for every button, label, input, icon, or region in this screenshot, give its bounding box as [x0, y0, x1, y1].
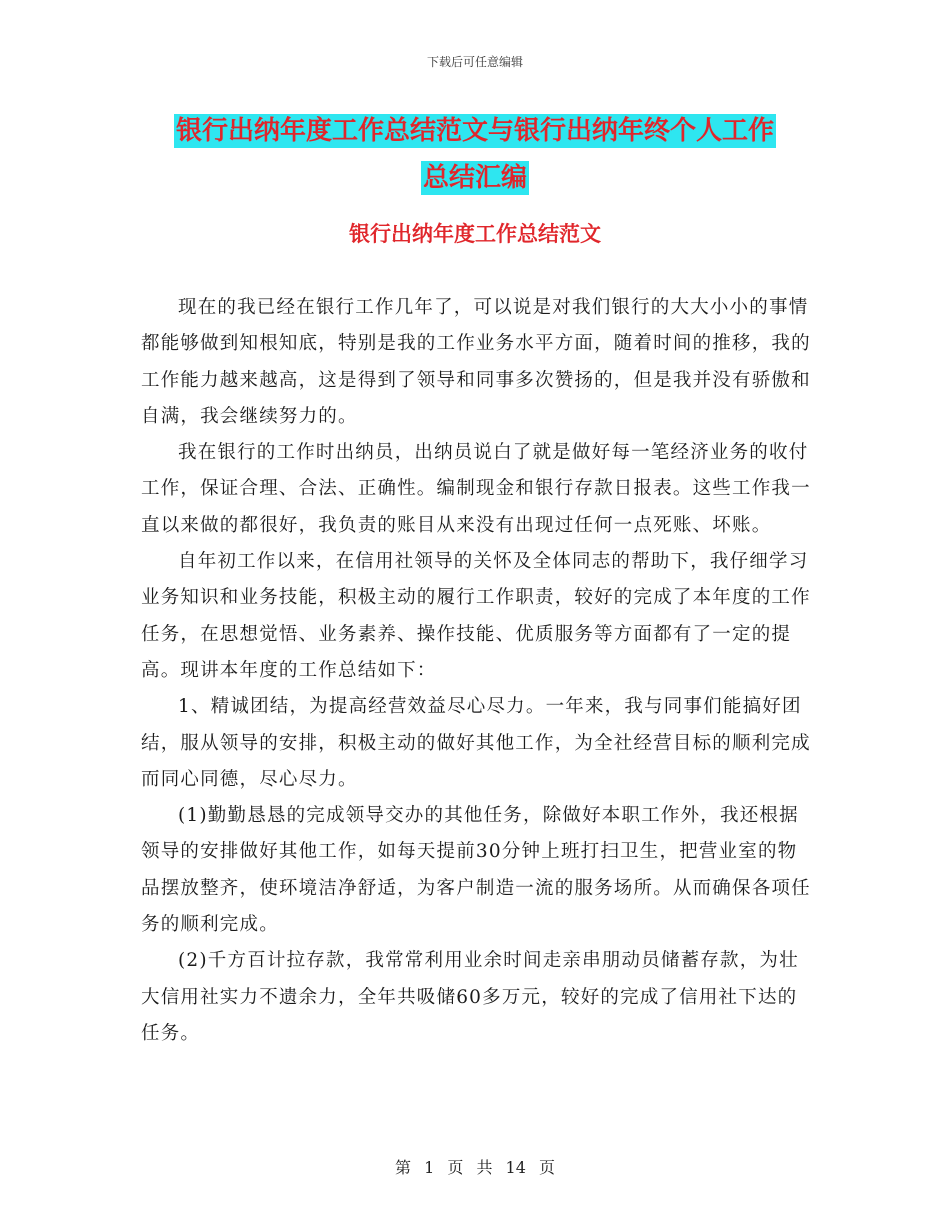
title-line-1: 银行出纳年度工作总结范文与银行出纳年终个人工作 [175, 116, 774, 146]
paragraph-4: 1、精诚团结，为提高经营效益尽心尽力。一年来，我与同事们能搞好团结，服从领导的安排，积极主动的做好其他工作，为全社经营目标的顺利完成而同心同德，尽心尽力。 [141, 696, 811, 790]
document-body [141, 290, 813, 1052]
page-footer: 第 1 页 共 14 页 [395, 1158, 555, 1177]
document-title [120, 108, 830, 202]
paragraph-5: (1)勤勤恳恳的完成领导交办的其他任务，除做好本职工作外，我还根据领导的安排做好其他工作，如每天提前30分钟上班打扫卫生，把营业室的物品摆放整齐，使环境洁净舒适，为客户制造一流的服务场所。从而确保各项任务的顺利完成。 [141, 805, 811, 936]
title-line-2: 总结汇编 [422, 163, 527, 193]
paragraph-1: 现在的我已经在银行工作几年了，可以说是对我们银行的大大小小的事情都能够做到知根知底，特别是我的工作业务水平方面，随着时间的推移，我的工作能力越来越高，这是得到了领导和同事多次赞扬的，但是我并没有骄傲和自满，我会继续努力的。 [141, 297, 811, 427]
paragraph-6: (2)千方百计拉存款，我常常利用业余时间走亲串朋动员储蓄存款，为壮大信用社实力不遗余力，全年共吸储60多万元，较好的完成了信用社下达的任务。 [141, 950, 799, 1044]
paragraph-2: 我在银行的工作时出纳员，出纳员说白了就是做好每一笔经济业务的收付工作，保证合理、合法、正确性。编制现金和银行存款日报表。这些工作我一直以来做的都很好，我负责的账目从来没有出现过任何一点死账、坏账。 [141, 442, 811, 536]
section-title: 银行出纳年度工作总结范文 [349, 222, 601, 246]
paragraph-3: 自年初工作以来，在信用社领导的关怀及全体同志的帮助下，我仔细学习业务知识和业务技能，积极主动的履行工作职责，较好的完成了本年度的工作任务，在思想觉悟、业务素养、操作技能、优质服务等方面都有了一定的提高。现讲本年度的工作总结如下： [141, 551, 811, 681]
header-note: 下载后可任意编辑 [426, 55, 523, 69]
